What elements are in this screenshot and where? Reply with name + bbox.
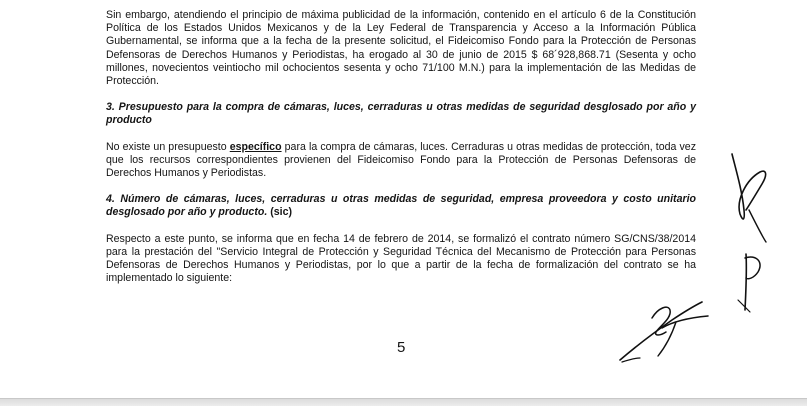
paragraph-gap	[106, 180, 696, 193]
paragraph-no-budget-start: No existe un presupuesto	[106, 140, 230, 153]
bottom-signature	[612, 298, 722, 368]
paragraph-contract: Respecto a este punto, se informa que en fecha 14 de febrero de 2014, se formalizó el contrato número SG/CNS/38/2014 para la prestación del "Servicio Integral de Protección y Seguridad Técnica del Mecanismo de Protección para Personas Defensoras de Derechos Humanos y Periodistas, por lo que a partir de la fecha de formalización del contrato se ha implementado lo siguiente:	[106, 232, 696, 285]
emphasized-word: específico	[229, 140, 282, 153]
paragraph-gap	[106, 128, 696, 141]
text-column	[106, 9, 696, 285]
paragraph-no-budget-end: para la compra de cámaras, luces. Cerraduras u otras medidas de protección, toda vez que los recursos correspondientes provienen del Fideicomiso Fondo para la Protección de Personas Defensoras de Derechos Humanos y Periodistas.	[106, 140, 696, 180]
question-3-heading: 3. Presupuesto para la compra de cámaras, luces, cerraduras u otras medidas de seguridad desglosado por año y producto	[106, 101, 696, 127]
paragraph-no-budget	[106, 141, 696, 181]
margin-initials-signature	[716, 150, 784, 320]
sic-marker: (sic)	[267, 206, 293, 219]
question-4-heading	[106, 193, 696, 219]
page-number: 5	[397, 339, 406, 356]
page-bottom-edge	[0, 398, 807, 406]
question-4-text: 4. Número de cámaras, luces, cerraduras u otras medidas de seguridad, empresa proveedora y costo unitario desglosado por año y producto.	[106, 193, 696, 219]
paragraph-gap	[106, 88, 696, 101]
paragraph-gap	[106, 220, 696, 233]
paragraph-budget-spent: Sin embargo, atendiendo el principio de máxima publicidad de la información, contenido en el artículo 6 de la Constitución Política de los Estados Unidos Mexicanos y de la Ley Federal de Transparencia y Acceso a la Información Pública Gubernamental, se informa que a la fecha de la presente solicitud, el Fideicomiso Fondo para la Protección de Personas Defensoras de Derechos Humanos y Periodistas, ha erogado al 30 de junio de 2015 $ 68´928,868.71 (Sesenta y ocho millones, novecientos veintiocho mil ochocientos sesenta y ocho 71/100 M.N.) para la implementación de las Medidas de Protección.	[106, 9, 696, 88]
